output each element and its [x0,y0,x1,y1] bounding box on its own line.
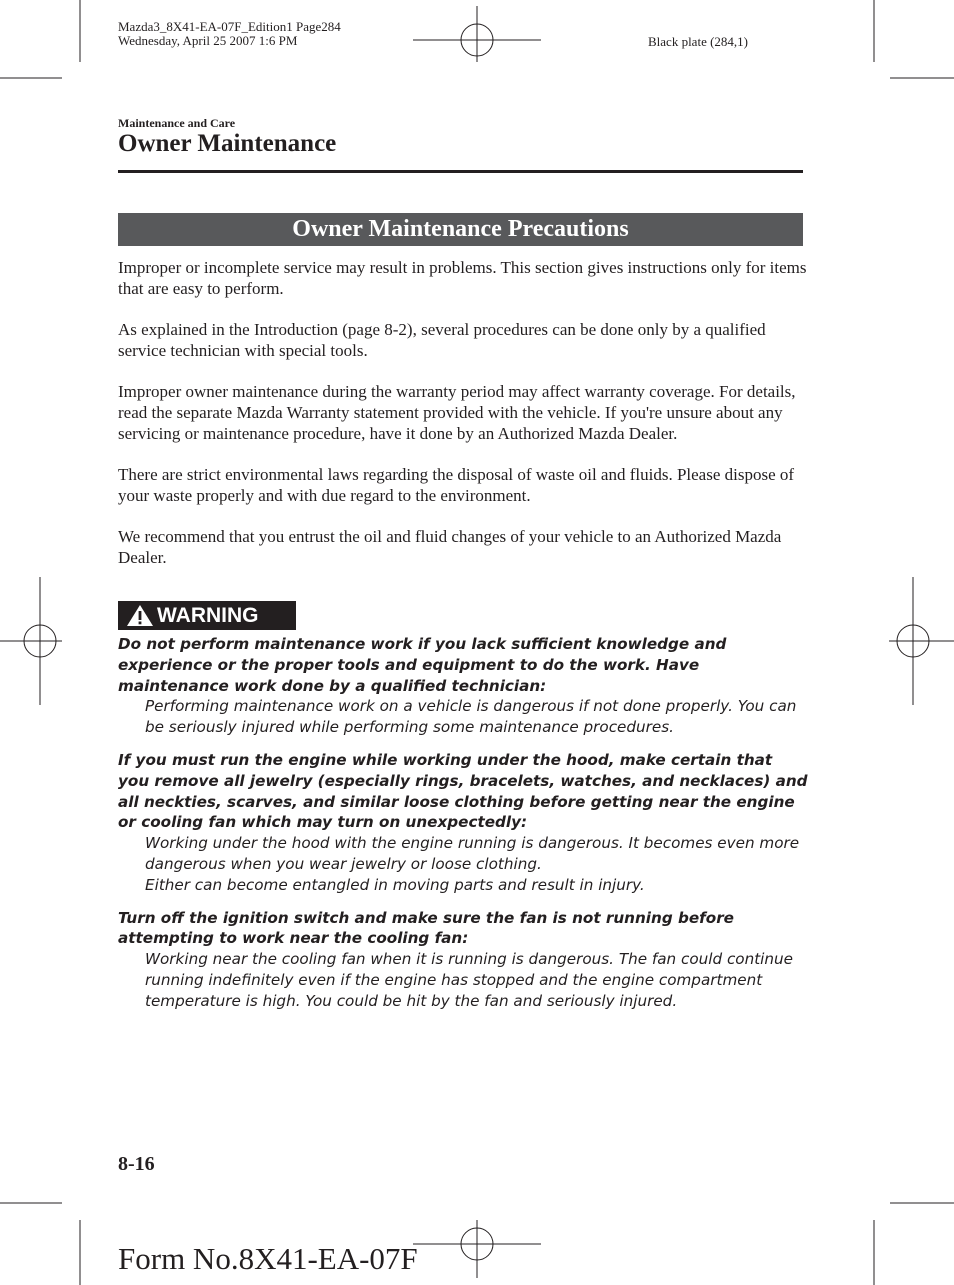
warning-detail: Either can become entangled in moving parts and result in injury. [145,875,645,894]
plate-info: Black plate (284,1) [648,34,748,49]
warning-heading: Do not perform maintenance work if you lack sufficient knowledge and experience or the proper tools and equipment to do the work. Have maintenance work done by a qualified technician: [118,635,727,695]
paragraph: Improper or incomplete service may result in problems. This section gives instructions only for items that are easy to perform. [118,258,807,298]
warning-list [118,634,808,1024]
section-label: Maintenance and Care [118,116,236,130]
section-banner: Owner Maintenance Precautions [118,213,803,246]
registration-mark-right [889,577,954,705]
print-header-info [118,20,341,48]
paragraph: We recommend that you entrust the oil and fluid changes of your vehicle to an Authorized Mazda Dealer. [118,527,782,567]
warning-heading: Turn off the ignition switch and make sure the fan is not running before attempting to work near the cooling fan: [118,908,734,948]
paragraph: Improper owner maintenance during the warranty period may affect warranty coverage. For details, read the separate Mazda Warranty statement provided with the vehicle. If you're unsure about any servicing or maintenance procedure, have it done by an Authorized Mazda Dealer. [118,382,796,443]
warning-detail: Performing maintenance work on a vehicle is dangerous if not done properly. You can be seriously injured while performing some maintenance procedures. [145,697,797,737]
registration-mark-bottom [413,1220,541,1278]
warning-triangle-icon [126,604,154,627]
file-info: Mazda3_8X41-EA-07F_Edition1 Page284 [118,19,341,34]
warning-detail: Working near the cooling fan when it is running is dangerous. The fan could continue running indefinitely even if the engine has stopped and the engine compartment temperature is high. You could be hit by the fan and seriously injured. [145,950,793,1010]
paragraph: As explained in the Introduction (page 8-2), several procedures can be done only by a qualified service technician with special tools. [118,320,766,360]
warning-item [118,750,808,896]
warning-item [118,634,808,738]
registration-mark-top [413,6,541,62]
warning-label: WARNING [157,604,259,627]
page-number: 8-16 [118,1153,155,1175]
title-rule [118,170,803,173]
body-text [118,257,808,588]
warning-heading: If you must run the engine while working under the hood, make certain that you remove all jewelry (especially rings, bracelets, watches, and necklaces) and all neckties, scarves, and similar loose clothing before getting near the engine or cooling fan which may turn on unexpectedly: [118,750,808,832]
warning-item [118,908,808,1012]
paragraph: There are strict environmental laws regarding the disposal of waste oil and fluids. Please dispose of your waste properly and with due regard to the environment. [118,465,795,505]
form-number: Form No.8X41-EA-07F [118,1241,418,1276]
page-title: Owner Maintenance [118,130,337,157]
registration-mark-left [0,577,62,705]
date-info: Wednesday, April 25 2007 1:6 PM [118,33,298,48]
warning-detail: Working under the hood with the engine running is dangerous. It becomes even more dangerous when you wear jewelry or loose clothing. [145,834,800,873]
warning-badge [118,601,296,630]
